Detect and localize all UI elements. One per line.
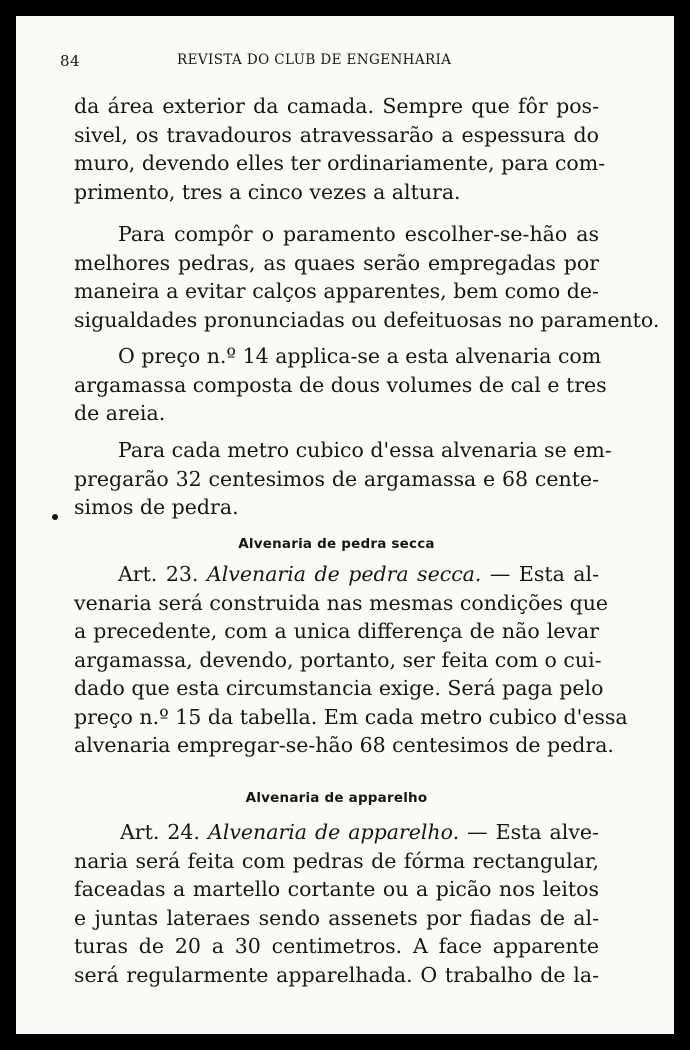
- text-line: Para cada metro cubico d'essa alvenaria se em-: [118, 438, 612, 462]
- text-line: e juntas lateraes sendo assenets por fiadas de al-: [74, 905, 599, 930]
- text-line: de areia.: [74, 401, 166, 425]
- text-line: faceadas a martello cortante ou a picão nos leitos: [74, 877, 599, 901]
- text-line: argamassa composta de dous volumes de cal e tres: [74, 372, 607, 397]
- text-line: pregarão 32 centesimos de argamassa e 68 cente-: [74, 466, 599, 491]
- text-line: a precedente, com a unica differença de não levar: [74, 619, 599, 643]
- paragraph-2: [74, 220, 660, 334]
- text-line: argamassa, devendo, portanto, ser feita com o cui-: [74, 647, 602, 672]
- text-line: venaria será construida nas mesmas condições que: [74, 590, 609, 615]
- running-title: REVISTA DO CLUB DE ENGENHARIA: [177, 52, 452, 68]
- article-23: [74, 560, 628, 760]
- article-first-line: [74, 560, 599, 589]
- article-first-line: [74, 818, 599, 847]
- text-line: dado que esta circumstancia exige. Será paga pelo: [74, 676, 604, 700]
- text-line: sigualdades pronunciadas ou defeituosas no paramento.: [74, 307, 660, 332]
- text-line: naria será feita com pedras de fórma rectangular,: [74, 848, 599, 873]
- article-text: — Esta al-: [489, 562, 599, 586]
- text-line: será regularmente apparelhada. O trabalho de la-: [74, 962, 599, 987]
- section-heading-23: Alvenaria de pedra secca: [238, 536, 435, 552]
- article-label: Art. 23.: [118, 562, 199, 586]
- text-line: turas de 20 a 30 centimetros. A face apparente: [74, 934, 599, 958]
- text-line: O preço n.º 14 applica-se a esta alvenaria com: [118, 344, 602, 368]
- paragraph-1: [74, 92, 606, 206]
- article-title: Alvenaria de pedra secca.: [206, 562, 482, 586]
- paragraph-4: [74, 436, 612, 522]
- article-text: — Esta alve-: [467, 820, 599, 844]
- page-header: [60, 52, 620, 76]
- text-line: preço n.º 15 da tabella. Em cada metro cubico d'essa: [74, 704, 628, 729]
- text-line: primento, tres a cinco vezes a altura.: [74, 179, 461, 204]
- section-heading-24: Alvenaria de apparelho: [245, 790, 428, 806]
- text-line: sivel, os travadouros atravessarão a espessura do: [74, 122, 599, 147]
- article-label: Art. 24.: [120, 820, 200, 844]
- text-line: melhores pedras, as quaes serão empregadas por: [74, 250, 599, 275]
- text-line: Para compôr o paramento escolher-se-hão as: [118, 222, 599, 246]
- text-line: maneira a evitar calços apparentes, bem como de-: [74, 279, 599, 303]
- article-title: Alvenaria de apparelho.: [207, 820, 460, 844]
- paragraph-3: [74, 342, 607, 428]
- ink-speck: [52, 514, 58, 520]
- text-line: alvenaria empregar-se-hão 68 centesimos de pedra.: [74, 733, 614, 757]
- text-line: simos de pedra.: [74, 495, 239, 519]
- text-line: da área exterior da camada. Sempre que fôr pos-: [74, 94, 599, 118]
- article-24: [74, 818, 599, 989]
- text-line: muro, devendo elles ter ordinariamente, para com-: [74, 151, 606, 175]
- book-page: [16, 16, 674, 1034]
- page-number: 84: [60, 52, 80, 70]
